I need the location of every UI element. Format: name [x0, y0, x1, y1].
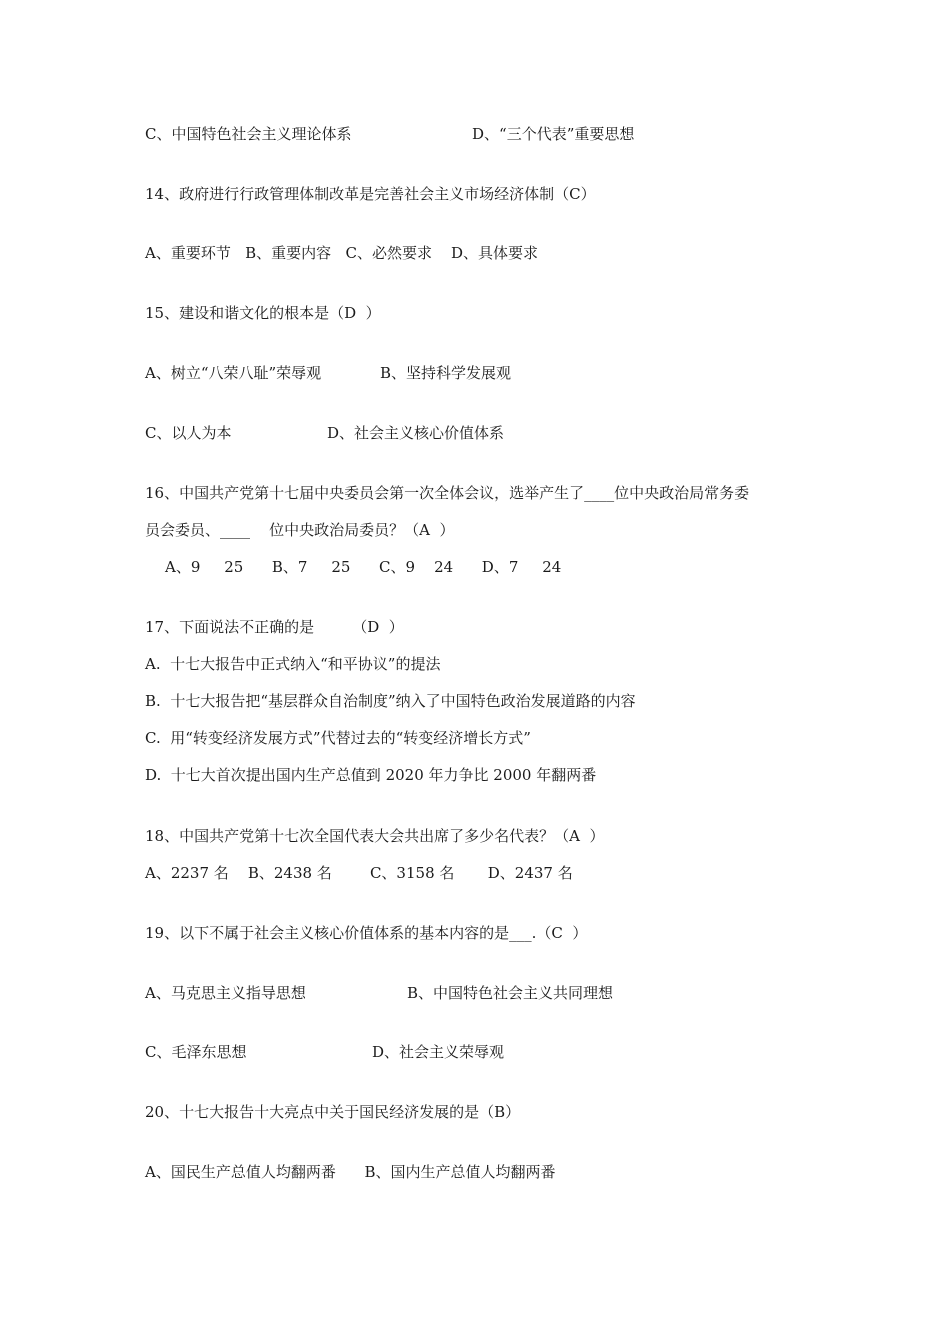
- q17-option-b: B. 十七大报告把“基层群众自治制度”纳入了中国特色政治发展道路的内容: [145, 692, 636, 710]
- q17-option-a: A. 十七大报告中正式纳入“和平协议”的提法: [145, 655, 441, 673]
- q15-option-b: B、坚持科学发展观: [380, 364, 512, 382]
- q16-question-line-1: 16、中国共产党第十七届中央委员会第一次全体会议，选举产生了____位中央政治局常务委: [145, 484, 750, 502]
- q19-option-d: D、社会主义荣辱观: [372, 1043, 505, 1061]
- q20-options: A、国民生产总值人均翻两番 B、国内生产总值人均翻两番: [145, 1163, 556, 1181]
- q17-option-c: C. 用“转变经济发展方式”代替过去的“转变经济增长方式”: [145, 729, 531, 747]
- q15-option-a: A、树立“八荣八耻”荣辱观: [145, 364, 322, 382]
- q14-options: A、重要环节 B、重要内容 C、必然要求 D、具体要求: [145, 244, 539, 262]
- q14-question: 14、政府进行行政管理体制改革是完善社会主义市场经济体制（C）: [145, 185, 596, 203]
- q16-options: A、9 25 B、7 25 C、9 24 D、7 24: [165, 558, 562, 576]
- q19-option-b: B、中国特色社会主义共同理想: [407, 984, 614, 1002]
- q20-question: 20、十七大报告十大亮点中关于国民经济发展的是（B）: [145, 1103, 521, 1121]
- q19-option-a: A、马克思主义指导思想: [145, 984, 306, 1002]
- q16-question-line-2: 员会委员、____ 位中央政治局委员？（A ）: [145, 521, 455, 539]
- q18-options: A、2237 名 B、2438 名 C、3158 名 D、2437 名: [145, 864, 573, 882]
- q13-option-c: C、中国特色社会主义理论体系: [145, 125, 352, 143]
- q19-option-c: C、毛泽东思想: [145, 1043, 247, 1061]
- q19-question: 19、以下不属于社会主义核心价值体系的基本内容的是___.（C ）: [145, 924, 588, 942]
- q13-option-d: D、“三个代表”重要思想: [472, 125, 635, 143]
- q18-question: 18、中国共产党第十七次全国代表大会共出席了多少名代表？（A ）: [145, 827, 605, 845]
- q15-question: 15、建设和谐文化的根本是（D ）: [145, 304, 381, 322]
- q17-option-d: D. 十七大首次提出国内生产总值到 2020 年力争比 2000 年翻两番: [145, 766, 597, 784]
- q17-question: 17、下面说法不正确的是 （D ）: [145, 618, 404, 636]
- q15-option-d: D、社会主义核心价值体系: [327, 424, 505, 442]
- q15-option-c: C、以人为本: [145, 424, 232, 442]
